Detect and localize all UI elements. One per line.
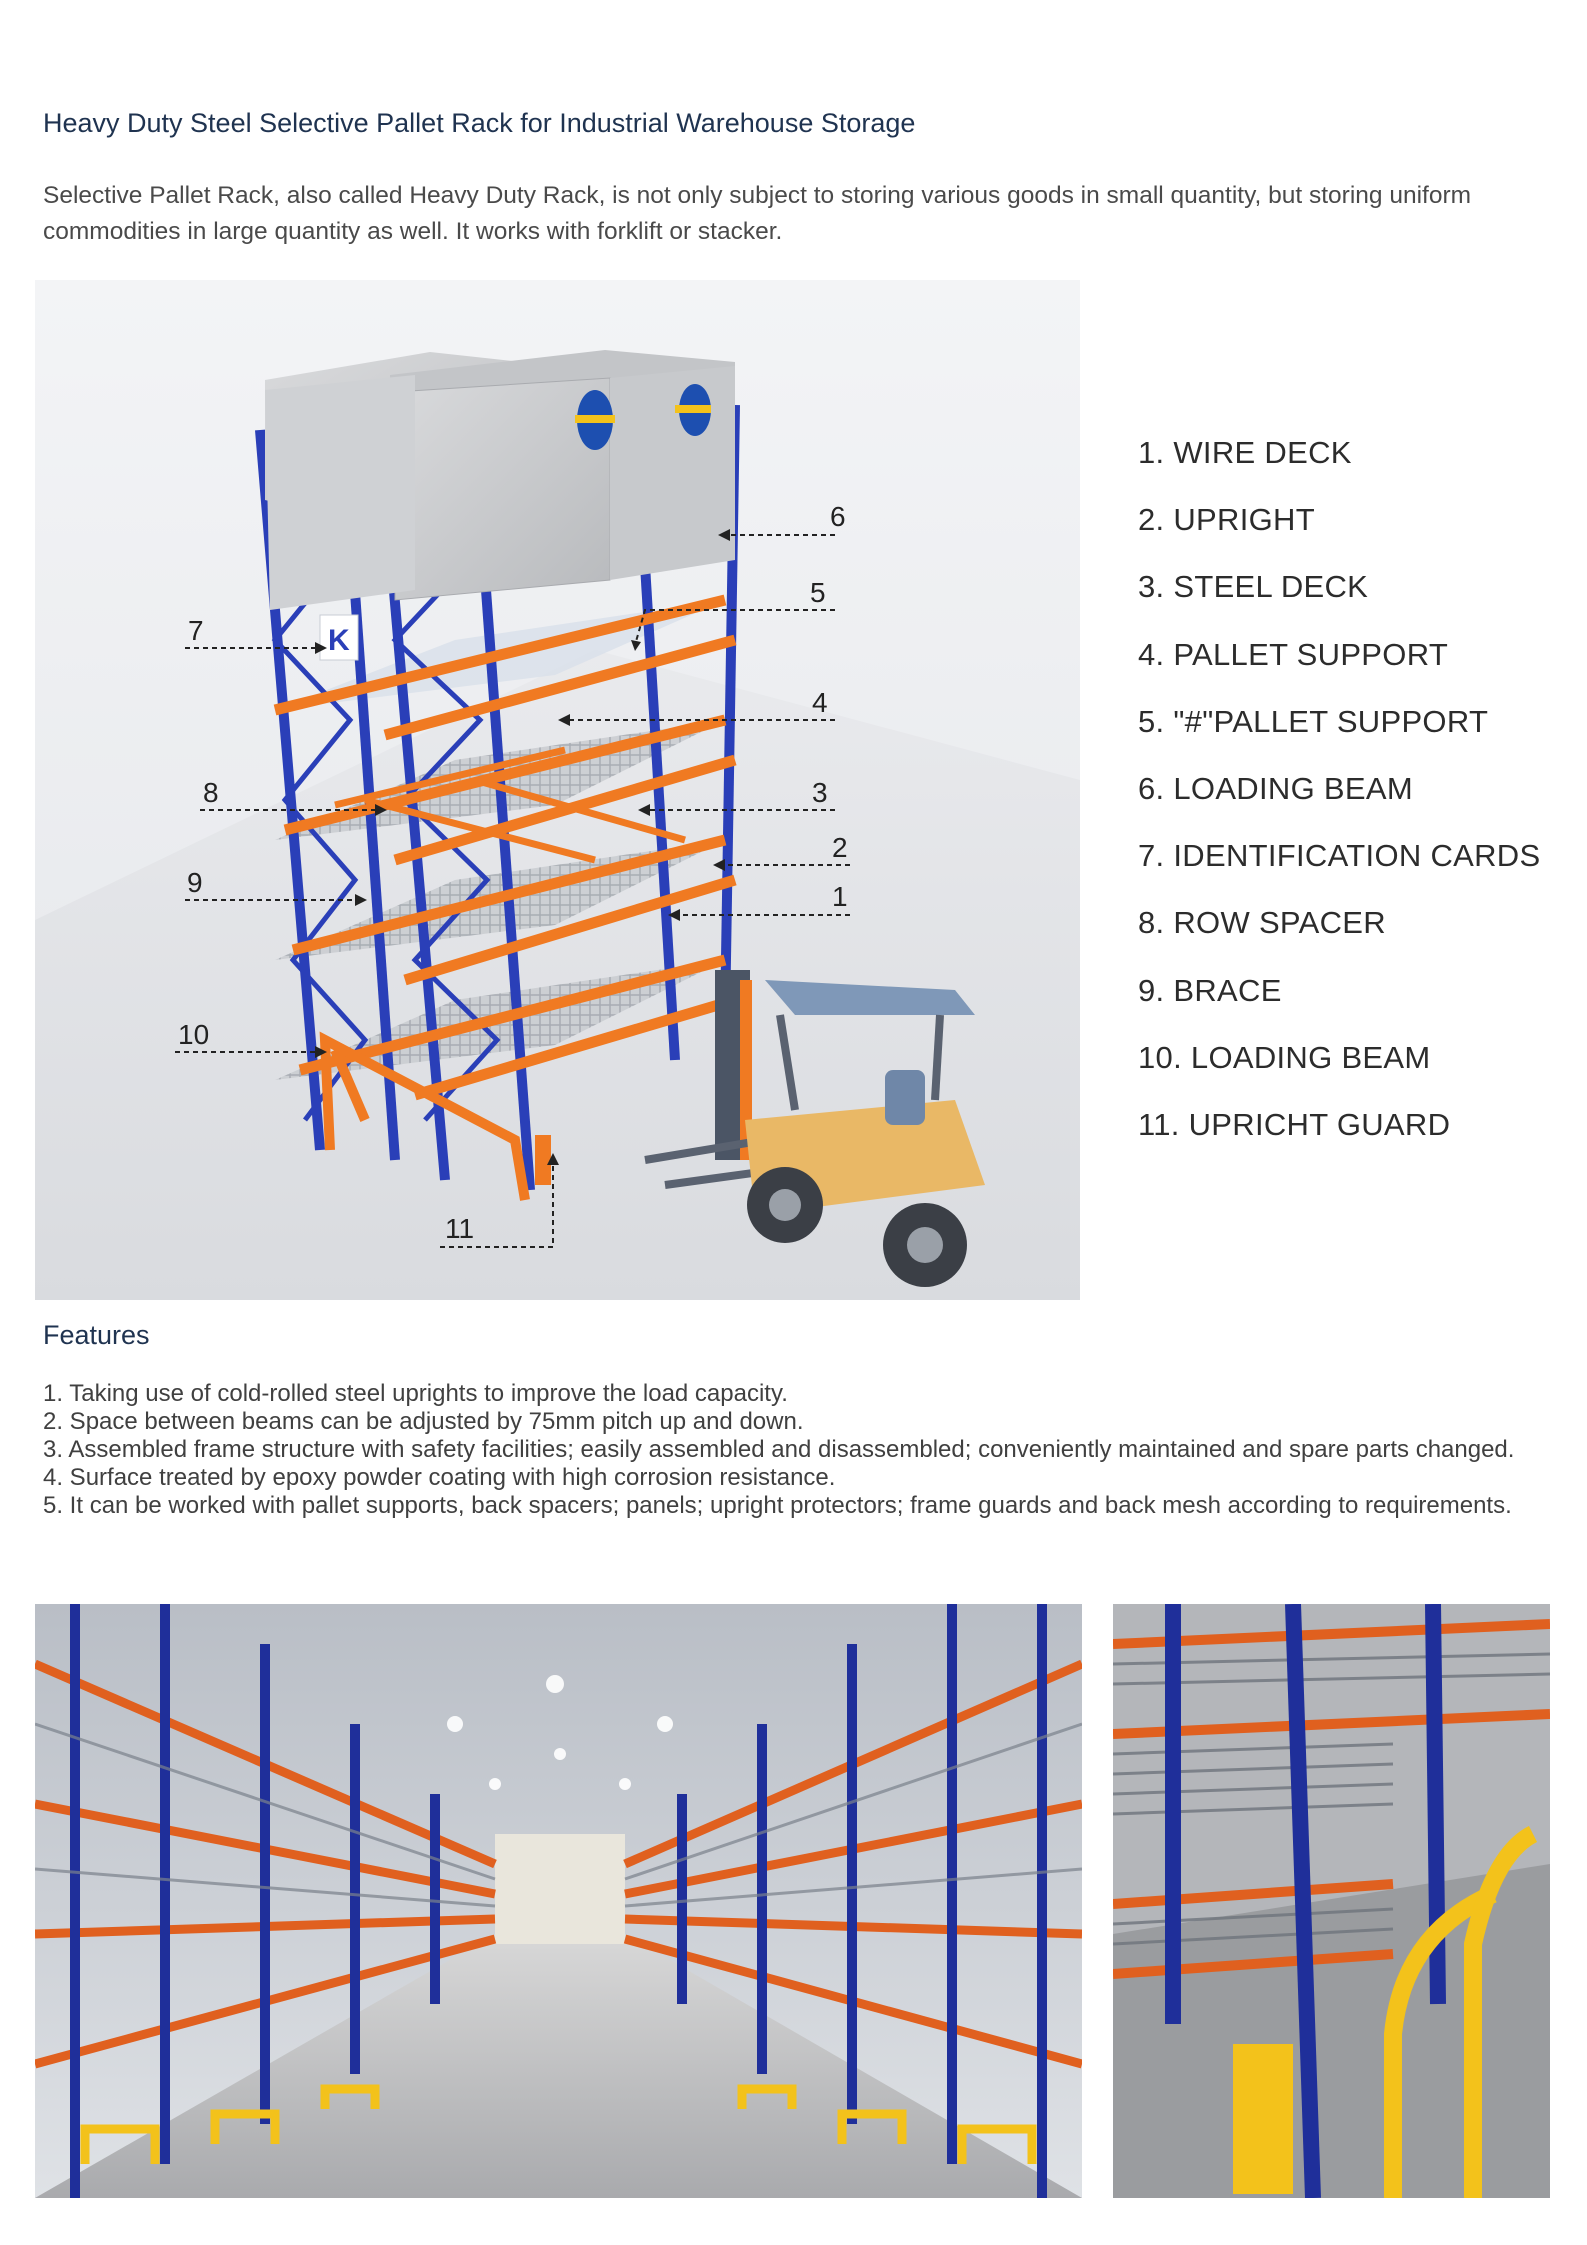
callout-6: 6 bbox=[830, 501, 846, 532]
legend-item: 8. ROW SPACER bbox=[1138, 905, 1386, 941]
callout-5: 5 bbox=[810, 577, 826, 608]
callout-1: 1 bbox=[832, 881, 848, 912]
warehouse-aisle-photo bbox=[35, 1604, 1082, 2198]
callout-2: 2 bbox=[832, 832, 848, 863]
features-list bbox=[43, 1380, 1563, 1520]
features-heading: Features bbox=[43, 1320, 150, 1350]
legend-item: 10. LOADING BEAM bbox=[1138, 1039, 1431, 1075]
feature-item: 4. Surface treated by epoxy powder coating with high corrosion resistance. bbox=[43, 1464, 836, 1491]
legend-item: 9. BRACE bbox=[1138, 972, 1282, 1008]
rack-detail-photo bbox=[1113, 1604, 1550, 2198]
feature-item: 5. It can be worked with pallet supports, back spacers; panels; upright protectors; frame guards and back mesh according to requirements. bbox=[43, 1492, 1512, 1519]
rack-diagram bbox=[35, 280, 1080, 1300]
pallet-boxes bbox=[265, 350, 735, 610]
legend-item: 3. STEEL DECK bbox=[1138, 569, 1369, 605]
legend-item: 5. "#"PALLET SUPPORT bbox=[1138, 703, 1489, 739]
page-title: Heavy Duty Steel Selective Pallet Rack for Industrial Warehouse Storage bbox=[43, 108, 916, 138]
legend-item: 2. UPRIGHT bbox=[1138, 502, 1315, 538]
intro-paragraph: Selective Pallet Rack, also called Heavy Duty Rack, is not only subject to storing various goods in small quantity, but storing uniform commodities in large quantity as well. It works with forklift or stacker. bbox=[43, 182, 1472, 245]
legend-item: 6. LOADING BEAM bbox=[1138, 770, 1413, 806]
callout-3: 3 bbox=[812, 777, 828, 808]
upright-guard bbox=[535, 1135, 551, 1185]
feature-item: 3. Assembled frame structure with safety facilities; easily assembled and disassembled; conveniently maintained and spare parts changed. bbox=[43, 1436, 1515, 1463]
feature-item: 1. Taking use of cold-rolled steel uprights to improve the load capacity. bbox=[43, 1380, 788, 1407]
card-letter: K bbox=[328, 624, 350, 657]
callout-8: 8 bbox=[203, 777, 219, 808]
callout-11: 11 bbox=[445, 1213, 475, 1244]
callout-4: 4 bbox=[812, 687, 828, 718]
legend-item: 1. WIRE DECK bbox=[1138, 435, 1352, 470]
component-legend bbox=[1138, 428, 1540, 1167]
feature-item: 2. Space between beams can be adjusted by 75mm pitch up and down. bbox=[43, 1408, 804, 1435]
callout-10: 10 bbox=[178, 1019, 210, 1050]
callout-7: 7 bbox=[188, 615, 204, 646]
callout-9: 9 bbox=[187, 867, 203, 898]
legend-item: 4. PALLET SUPPORT bbox=[1138, 636, 1449, 672]
legend-item: 11. UPRICHT GUARD bbox=[1138, 1106, 1451, 1142]
legend-item: 7. IDENTIFICATION CARDS bbox=[1138, 838, 1541, 874]
